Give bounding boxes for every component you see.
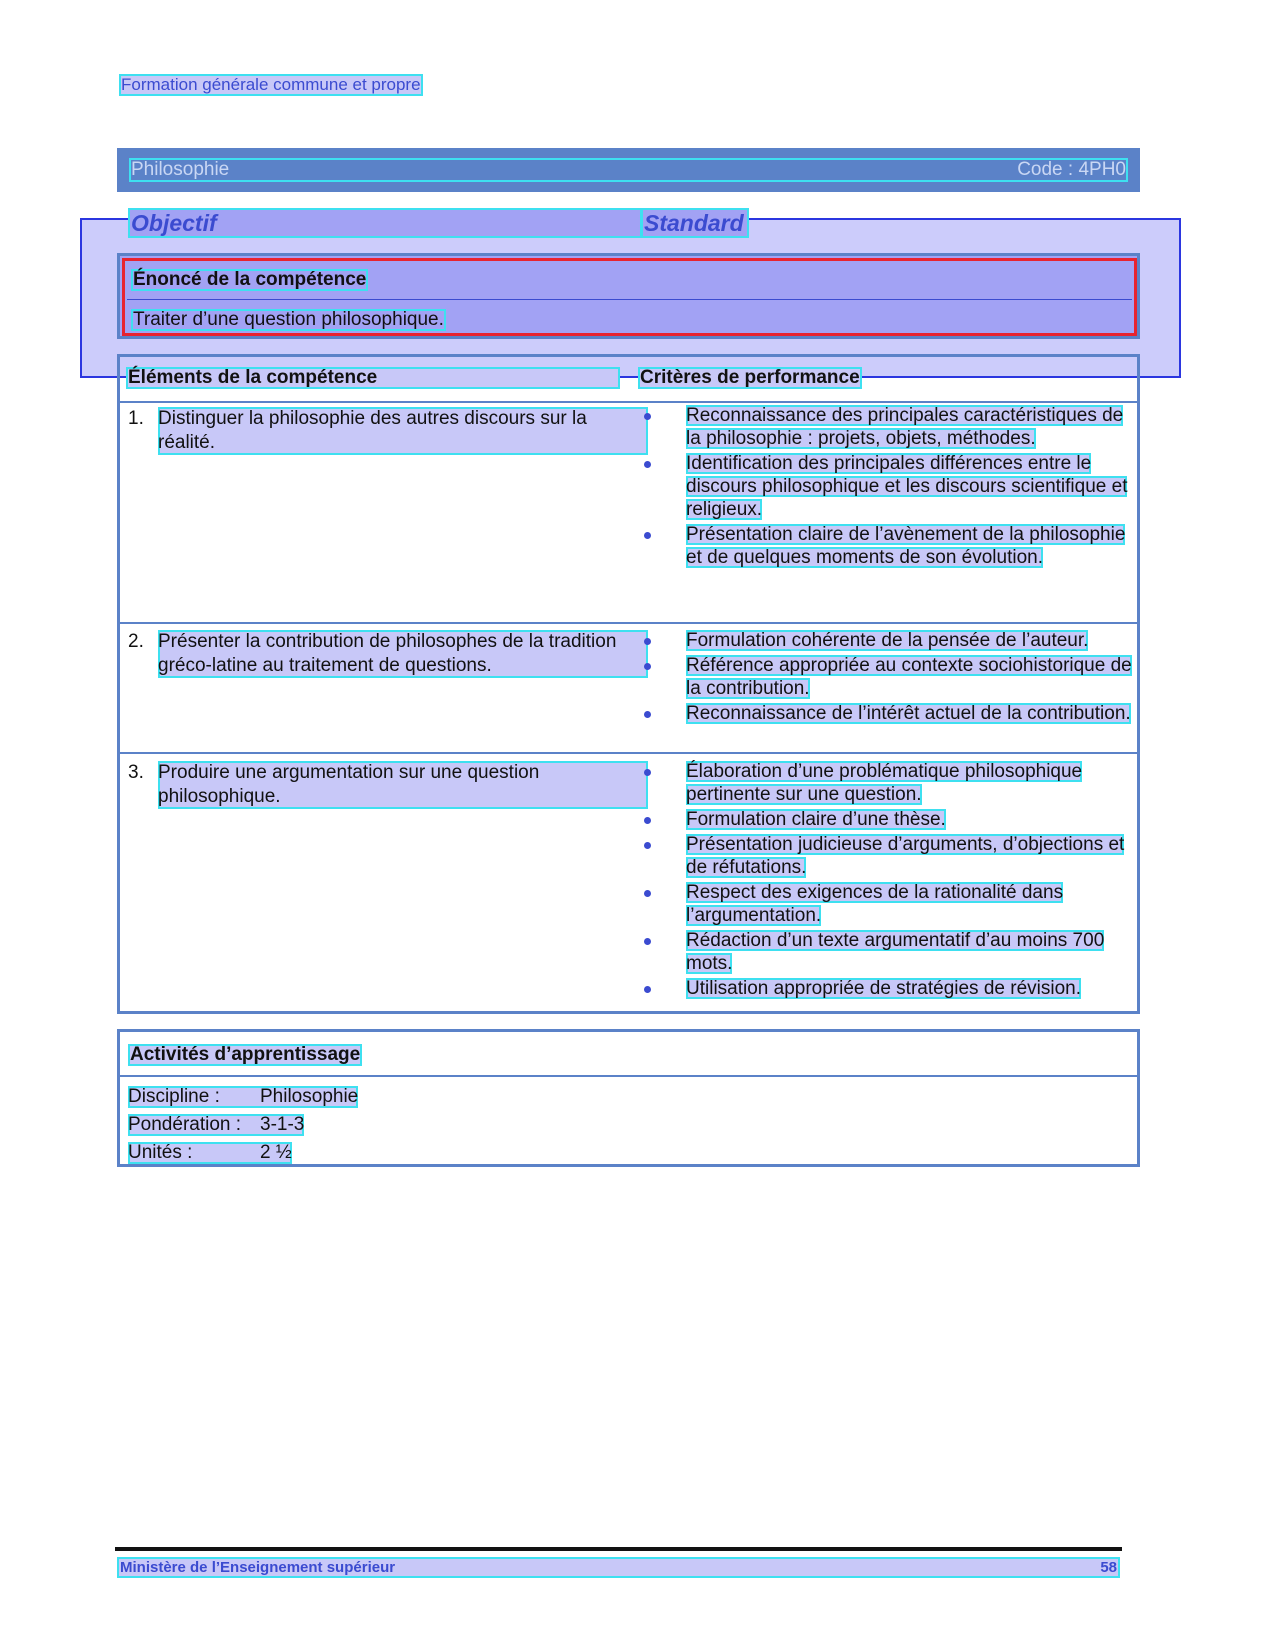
column-header-criteria: Critères de performance xyxy=(640,367,860,388)
objective-label: Objectif xyxy=(128,208,642,238)
element-1 xyxy=(128,407,648,455)
criterion: Présentation claire de l’avènement de la philosophie et de quelques moments de son évolution. xyxy=(640,523,1140,569)
enonce-highlight-box xyxy=(122,258,1137,336)
criteria-list-3 xyxy=(640,760,1140,1002)
element-number: 1. xyxy=(128,408,144,429)
activities-header xyxy=(120,1032,1137,1077)
criterion: Utilisation appropriée de stratégies de révision. xyxy=(640,977,1140,1000)
criteria-list-2 xyxy=(640,629,1140,727)
bullet-icon xyxy=(644,711,651,718)
course-title: Philosophie xyxy=(131,159,230,180)
criterion: Formulation cohérente de la pensée de l’auteur. xyxy=(640,629,1140,652)
discipline-value: Philosophie xyxy=(260,1086,359,1107)
table-header xyxy=(120,357,1137,403)
criterion: Présentation judicieuse d’arguments, d’objections et de réfutations. xyxy=(640,833,1140,879)
bullet-icon xyxy=(644,986,651,993)
bullet-icon xyxy=(644,769,651,776)
course-code: Code : 4PH0 xyxy=(1017,159,1126,180)
course-header xyxy=(117,148,1140,192)
standard-label: Standard xyxy=(641,208,749,238)
competence-table xyxy=(117,354,1140,1014)
criterion: Rédaction d’un texte argumentatif d’au moins 700 mots. xyxy=(640,929,1140,975)
element-2 xyxy=(128,630,648,678)
bullet-icon xyxy=(644,890,651,897)
discipline-row xyxy=(128,1086,358,1108)
unites-row xyxy=(128,1142,292,1164)
enonce-title: Énoncé de la compétence xyxy=(133,269,367,290)
activities-title: Activités d’apprentissage xyxy=(130,1044,361,1065)
bullet-icon xyxy=(644,663,651,670)
ponderation-label: Pondération : xyxy=(128,1114,242,1135)
element-text: Présenter la contribution de philosophes de la tradition gréco-latine au traitement de questions. xyxy=(158,630,648,678)
element-3 xyxy=(128,761,648,809)
footer-rule xyxy=(115,1547,1122,1551)
unites-value: 2 ½ xyxy=(260,1142,292,1163)
enonce-divider xyxy=(127,299,1132,300)
element-number: 3. xyxy=(128,762,144,783)
criterion: Reconnaissance des principales caractéristiques de la philosophie : projets, objets, méthodes. xyxy=(640,404,1140,450)
unites-label: Unités : xyxy=(128,1142,193,1163)
criterion: Référence appropriée au contexte sociohistorique de la contribution. xyxy=(640,654,1140,700)
bullet-icon xyxy=(644,413,651,420)
element-text: Distinguer la philosophie des autres discours sur la réalité. xyxy=(158,407,648,455)
row-divider xyxy=(120,622,1137,624)
criterion: Reconnaissance de l’intérêt actuel de la contribution. xyxy=(640,702,1140,725)
ponderation-row xyxy=(128,1114,304,1136)
criteria-list-1 xyxy=(640,404,1140,571)
criterion: Identification des principales différences entre le discours philosophique et les discours scientifique et religieux. xyxy=(640,452,1140,521)
element-number: 2. xyxy=(128,631,144,652)
enonce-text: Traiter d’une question philosophique. xyxy=(133,309,444,330)
bullet-icon xyxy=(644,842,651,849)
footer-ministry: Ministère de l’Enseignement supérieur xyxy=(120,1559,396,1576)
bullet-icon xyxy=(644,817,651,824)
bullet-icon xyxy=(644,461,651,468)
bullet-icon xyxy=(644,532,651,539)
activities-section xyxy=(117,1029,1140,1167)
page-number: 58 xyxy=(1100,1559,1117,1576)
bullet-icon xyxy=(644,938,651,945)
criterion: Respect des exigences de la rationalité dans l’argumentation. xyxy=(640,881,1140,927)
criterion: Élaboration d’une problématique philosophique pertinente sur une question. xyxy=(640,760,1140,806)
top-label: Formation générale commune et propre xyxy=(121,75,421,94)
criterion: Formulation claire d’une thèse. xyxy=(640,808,1140,831)
row-divider xyxy=(120,752,1137,754)
element-text: Produire une argumentation sur une question philosophique. xyxy=(158,761,648,809)
column-header-elements: Éléments de la compétence xyxy=(126,367,620,389)
footer xyxy=(117,1557,1120,1578)
bullet-icon xyxy=(644,638,651,645)
discipline-label: Discipline : xyxy=(128,1086,220,1107)
ponderation-value: 3-1-3 xyxy=(260,1114,305,1135)
